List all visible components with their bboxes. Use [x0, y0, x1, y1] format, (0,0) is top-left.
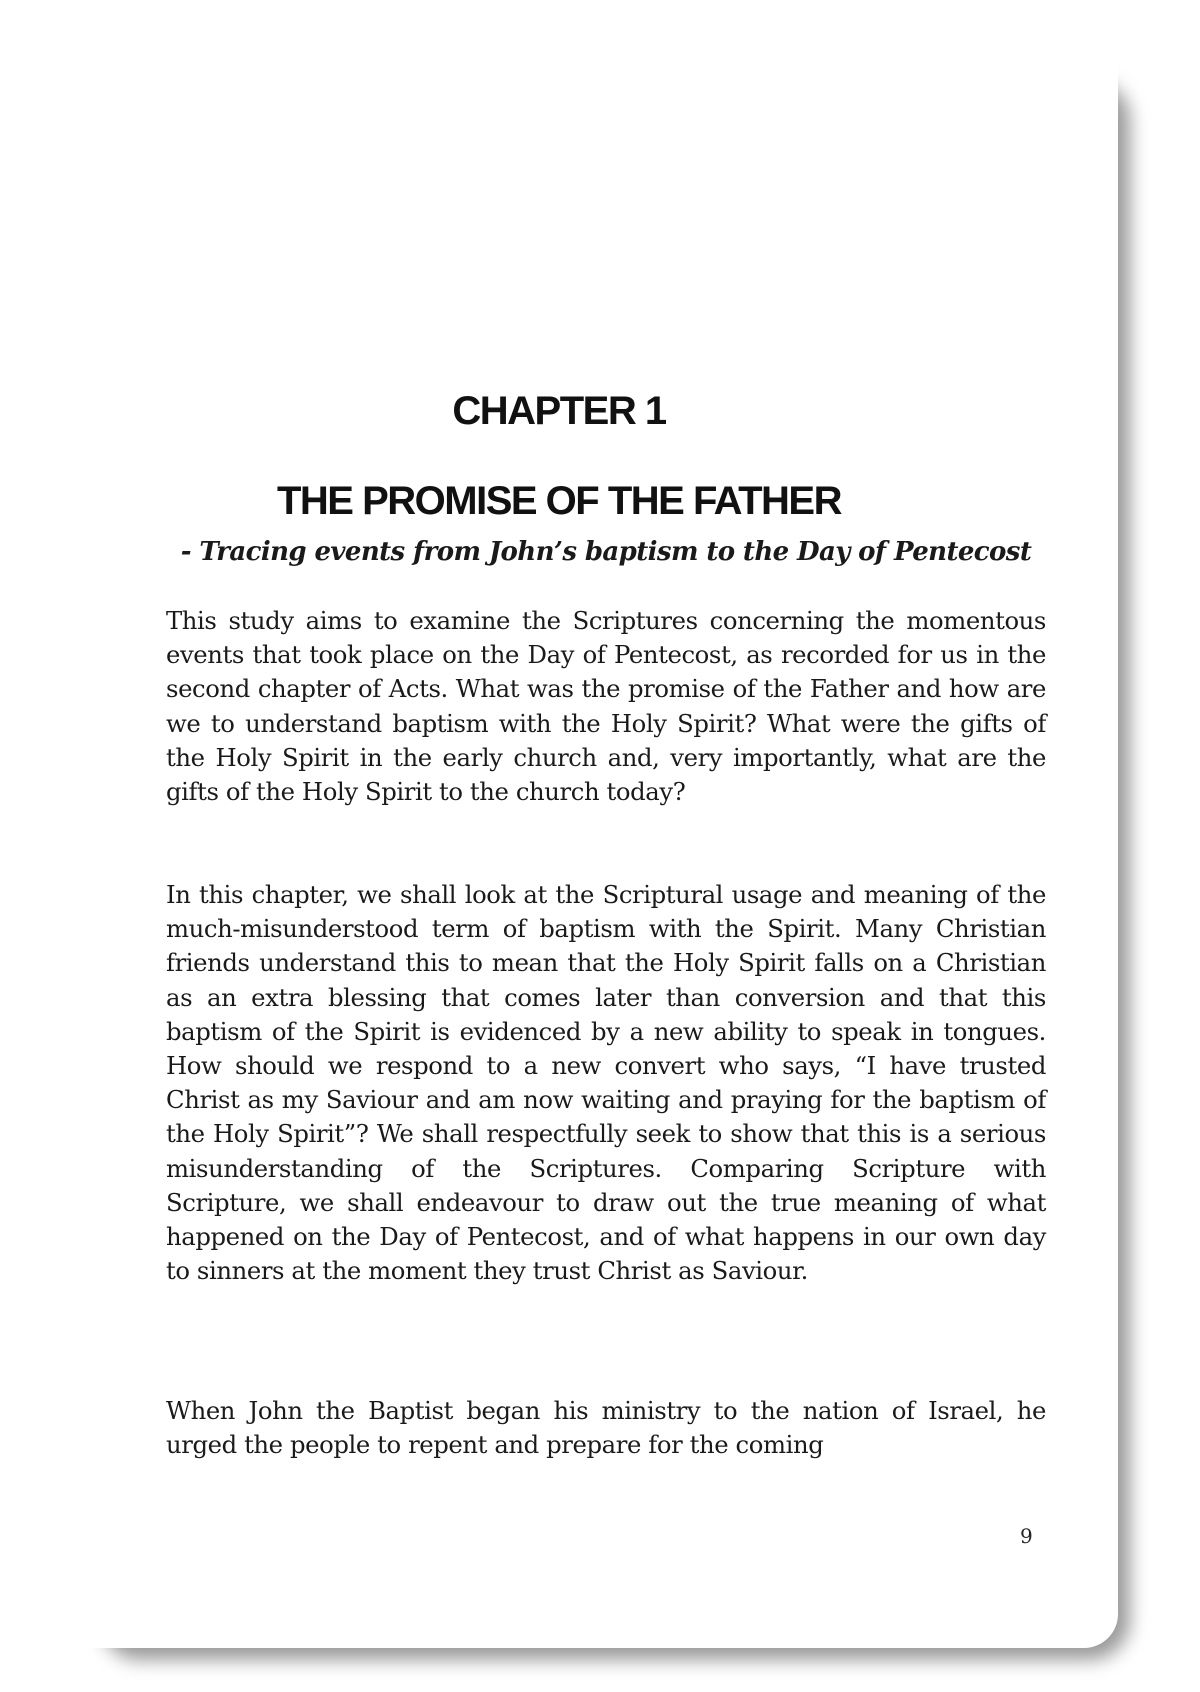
- chapter-subtitle: - Tracing events from John’s baptism to the Day of Pentecost: [180, 537, 1032, 567]
- paragraph-intro: This study aims to examine the Scriptures concerning the momentous events that took place on the Day of Pentecost, as recorded for us in the second chapter of Acts. What was the promise of the Father and how are we to understand baptism with the Holy Spirit? What were the gifts of the Holy Spirit in the early church and, very importantly, what are the gifts of the Holy Spirit to the church today?: [166, 606, 1046, 807]
- paragraph-john-baptist: When John the Baptist began his ministry to the nation of Israel, he urged the people to repent and prepare for the coming: [166, 1396, 1046, 1460]
- chapter-title: THE PROMISE OF THE FATHER: [276, 479, 841, 523]
- paragraph-baptism-spirit: In this chapter, we shall look at the Scriptural usage and meaning of the much-misunderstood term of baptism with the Spirit. Many Christian friends understand this to mean that the Holy Spirit falls on a Christian as an extra blessing that comes later than conversion and that this baptism of the Spirit is evidenced by a new ability to speak in tongues. How should we respond to a new convert who says, “I have trusted Christ as my Saviour and am now waiting and praying for the baptism of the Holy Spirit”? We shall respectfully seek to show that this is a serious misunderstanding of the Scriptures. Comparing Scripture with Scripture, we shall endeavour to draw out the true meaning of what happened on the Day of Pentecost, and of what happens in our own day to sinners at the moment they trust Christ as Saviour.: [166, 880, 1046, 1286]
- page-number: 9: [1020, 1524, 1033, 1548]
- chapter-label: CHAPTER 1: [452, 389, 666, 433]
